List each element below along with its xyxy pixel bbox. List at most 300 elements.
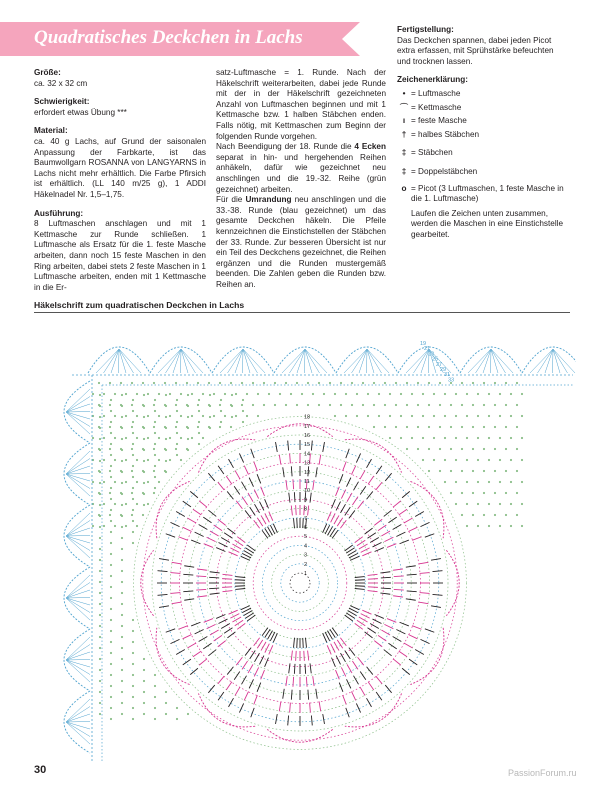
chain-stitch-mark xyxy=(169,393,171,395)
stitch-mark xyxy=(368,591,378,592)
chain-stitch-mark xyxy=(125,393,127,395)
chain-stitch-mark xyxy=(114,393,116,395)
chain-stitch-mark xyxy=(110,674,112,676)
chain-stitch-mark xyxy=(180,459,182,461)
stitch-mark xyxy=(257,474,261,483)
stitch-mark xyxy=(368,628,376,634)
chain-stitch-mark xyxy=(198,410,200,412)
chain-stitch-mark xyxy=(373,404,375,406)
chain-stitch-mark xyxy=(356,415,358,417)
chain-stitch-mark xyxy=(120,448,122,450)
corner-row-label: 31 xyxy=(444,372,451,379)
border-rounds-area xyxy=(64,347,576,761)
picot-icon: o xyxy=(401,183,407,193)
chain-stitch-mark xyxy=(98,382,100,384)
page-number: 30 xyxy=(34,764,47,776)
chain-stitch-mark xyxy=(252,404,254,406)
stitch-mark xyxy=(66,660,90,675)
chain-stitch-mark xyxy=(202,393,204,395)
chain-stitch-mark xyxy=(164,382,166,384)
single-crochet-icon: ı xyxy=(402,116,406,126)
stitch-mark xyxy=(219,619,228,623)
stitch-mark xyxy=(360,671,366,679)
chain-stitch-mark xyxy=(483,404,485,406)
chain-stitch-mark xyxy=(433,415,435,417)
chain-stitch-mark xyxy=(121,537,123,539)
stitch-mark xyxy=(332,658,336,667)
chain-stitch-mark xyxy=(499,503,501,505)
chain-stitch-mark xyxy=(131,404,133,406)
crochet-diagram xyxy=(28,315,576,761)
stitch-mark xyxy=(305,638,306,648)
chain-stitch-mark xyxy=(406,426,408,428)
chain-stitch-mark xyxy=(220,421,222,423)
stitch-mark xyxy=(119,349,120,373)
chain-stitch-mark xyxy=(279,393,281,395)
chain-stitch-mark xyxy=(132,685,134,687)
chain-stitch-mark xyxy=(165,405,167,407)
chain-stitch-mark xyxy=(132,432,134,434)
chain-stitch-mark xyxy=(439,404,441,406)
stitch-mark xyxy=(399,651,407,657)
stitch-mark xyxy=(218,519,226,525)
round-number-label: 1 xyxy=(304,571,308,577)
corner-row-label: 19 xyxy=(420,341,427,347)
round-number-label: 11 xyxy=(304,479,310,485)
stitch-mark xyxy=(491,349,506,373)
stitch-mark xyxy=(407,574,417,575)
chain-stitch-mark xyxy=(461,470,463,472)
chain-stitch-mark xyxy=(110,663,112,665)
stitch-mark xyxy=(283,467,284,477)
chain-stitch-mark xyxy=(103,503,105,505)
legend-item: o = Picot (3 Luftmaschen, 1 feste Masche in die 1. Luftmasche) xyxy=(397,184,567,205)
stitch-mark xyxy=(197,569,207,570)
chain-stitch-mark xyxy=(143,438,145,440)
stitch-mark xyxy=(468,349,491,373)
stitch-mark xyxy=(553,349,554,373)
stitch-mark xyxy=(235,687,240,696)
chain-stitch-mark xyxy=(143,658,145,660)
stitch-mark xyxy=(290,703,291,713)
chain-stitch-mark xyxy=(121,614,123,616)
stitch-mark xyxy=(261,515,266,524)
stitch-mark xyxy=(352,466,356,475)
chain-stitch-mark xyxy=(99,416,101,418)
stitch-mark xyxy=(242,661,248,669)
stitch-mark xyxy=(376,692,382,700)
chain-stitch-mark xyxy=(136,459,138,461)
chain-stitch-mark xyxy=(132,476,134,478)
chain-stitch-mark xyxy=(176,421,178,423)
stitch-mark xyxy=(210,572,220,573)
chain-stitch-mark xyxy=(433,393,435,395)
stitch-mark xyxy=(176,650,185,655)
round-number-label: 9 xyxy=(304,497,308,504)
chain-stitch-mark xyxy=(510,503,512,505)
chain-stitch-mark xyxy=(472,470,474,472)
instructions-paragraph-2: Nach Beendigung der 18. Runde die 4 Ecken separat in hin- und hergehenden Reihen anhäkeln, dafür wie gezeichnet neu anschlingen und die 19.-32. Reihe (grün gezeichnet) arbeiten. xyxy=(216,142,386,194)
chain-stitch-mark xyxy=(483,448,485,450)
chain-stitch-mark xyxy=(461,448,463,450)
chain-stitch-mark xyxy=(318,404,320,406)
chain-stitch-mark xyxy=(132,399,134,401)
stitch-mark xyxy=(187,518,196,523)
stitch-mark xyxy=(334,515,339,524)
stitch-mark xyxy=(305,664,306,674)
treble-crochet-icon: ‡ xyxy=(401,166,407,176)
chain-stitch-mark xyxy=(147,481,149,483)
fan-arch xyxy=(345,439,402,472)
stitch-mark xyxy=(331,513,336,522)
chain-stitch-mark xyxy=(136,503,138,505)
round-number-label: 5 xyxy=(304,534,308,541)
stitch-mark xyxy=(227,528,235,534)
legend-title: Zeichenerklärung: xyxy=(397,75,468,85)
chain-stitch-mark xyxy=(92,481,94,483)
chain-stitch-mark xyxy=(153,382,155,384)
chain-stitch-mark xyxy=(307,382,309,384)
chain-stitch-mark xyxy=(246,393,248,395)
stitch-mark xyxy=(388,643,396,649)
chain-stitch-mark xyxy=(466,459,468,461)
stitch-mark xyxy=(228,349,244,373)
chain-stitch-mark xyxy=(521,503,523,505)
chain-stitch-mark xyxy=(455,459,457,461)
stitch-mark xyxy=(208,510,216,516)
chain-stitch-mark xyxy=(142,448,144,450)
stitch-mark xyxy=(66,513,90,536)
stitch-mark xyxy=(289,663,290,673)
stitch-mark xyxy=(293,677,294,687)
stitch-mark xyxy=(66,722,90,737)
stitch-mark xyxy=(184,599,194,600)
chain-stitch-mark xyxy=(318,382,320,384)
chain-stitch-mark xyxy=(109,514,111,516)
chain-stitch-mark xyxy=(153,448,155,450)
stitch-mark xyxy=(209,588,219,589)
center-rounds-area xyxy=(134,414,467,750)
stitch-mark xyxy=(368,579,378,580)
chain-stitch-mark xyxy=(175,382,177,384)
chain-stitch-mark xyxy=(499,415,501,417)
stitch-mark xyxy=(230,614,239,619)
chain-stitch-mark xyxy=(252,382,254,384)
chain-stitch-mark xyxy=(110,498,112,500)
chain-stitch-mark xyxy=(153,426,155,428)
chain-stitch-mark xyxy=(516,404,518,406)
half-double-crochet-icon: † xyxy=(401,129,407,139)
stitch-mark xyxy=(360,486,366,494)
chain-stitch-mark xyxy=(153,404,155,406)
chain-stitch-mark xyxy=(406,404,408,406)
chain-stitch-mark xyxy=(103,525,105,527)
chain-stitch-mark xyxy=(209,427,211,429)
chain-stitch-mark xyxy=(176,410,178,412)
stitch-mark xyxy=(380,572,390,573)
chain-stitch-mark xyxy=(99,394,101,396)
stitch-mark xyxy=(265,644,270,653)
stitch-mark xyxy=(360,470,365,479)
chain-stitch-mark xyxy=(477,393,479,395)
chain-stitch-mark xyxy=(505,404,507,406)
chain-stitch-mark xyxy=(121,482,123,484)
chain-stitch-mark xyxy=(285,404,287,406)
stitch-mark xyxy=(311,716,312,726)
stitch-mark xyxy=(339,474,343,483)
chain-stitch-mark xyxy=(154,443,156,445)
stitch-mark xyxy=(311,441,312,451)
stitch-mark xyxy=(222,579,232,580)
stitch-mark xyxy=(196,589,206,590)
stitch-mark xyxy=(261,670,265,679)
stitch-mark xyxy=(276,442,278,452)
stitch-mark xyxy=(345,651,351,659)
chain-stitch-mark xyxy=(198,432,200,434)
chain-stitch-mark xyxy=(422,437,424,439)
chain-stitch-mark xyxy=(428,470,430,472)
chain-stitch-mark xyxy=(121,460,123,462)
stitch-mark xyxy=(365,528,373,534)
chain-stitch-mark xyxy=(121,603,123,605)
stitch-mark xyxy=(347,493,352,502)
corner-row-label: 27 xyxy=(436,361,443,368)
chain-stitch-mark xyxy=(142,514,144,516)
chain-stitch-mark xyxy=(389,393,391,395)
chain-stitch-mark xyxy=(483,514,485,516)
stitch-mark xyxy=(289,493,290,503)
round-number-label: 14 xyxy=(304,451,311,458)
stitch-mark xyxy=(178,537,187,541)
chain-stitch-mark xyxy=(99,581,101,583)
round-number-labels xyxy=(304,341,454,577)
stitch-mark xyxy=(210,531,219,536)
stitch-mark xyxy=(313,676,314,686)
chain-stitch-mark xyxy=(121,570,123,572)
corner-row-label: 21 xyxy=(424,346,431,353)
stitch-mark xyxy=(367,349,368,373)
chain-stitch-mark xyxy=(197,404,199,406)
chain-stitch-mark xyxy=(466,393,468,395)
stitch-mark xyxy=(199,501,207,507)
stitch-mark xyxy=(111,349,119,373)
stitch-mark xyxy=(250,507,256,515)
chain-stitch-mark xyxy=(312,393,314,395)
stitch-mark xyxy=(538,349,554,373)
chain-stitch-mark xyxy=(131,382,133,384)
stitch-mark xyxy=(378,635,386,641)
chain-stitch-mark xyxy=(147,459,149,461)
chain-stitch-mark xyxy=(422,393,424,395)
stitch-mark xyxy=(203,643,211,649)
chain-stitch-mark xyxy=(461,492,463,494)
stitch-mark xyxy=(221,624,230,629)
chain-stitch-mark xyxy=(175,404,177,406)
chain-stitch-mark xyxy=(121,581,123,583)
round-number-label: 13 xyxy=(304,460,311,467)
stitch-mark xyxy=(229,459,234,468)
stitch-mark xyxy=(355,588,365,589)
difficulty-label: Schwierigkeit: xyxy=(34,97,90,107)
chain-stitch-mark xyxy=(103,393,105,395)
chain-stitch-mark xyxy=(143,482,145,484)
stitch-mark xyxy=(235,349,243,373)
stitch-mark xyxy=(286,676,287,686)
stitch-mark xyxy=(119,349,134,373)
chain-stitch-mark xyxy=(373,426,375,428)
chain-stitch-mark xyxy=(136,415,138,417)
stitch-mark xyxy=(347,664,352,673)
chain-stitch-mark xyxy=(516,492,518,494)
stitch-mark xyxy=(245,648,251,656)
chain-stitch-mark xyxy=(242,421,244,423)
chain-stitch-mark xyxy=(444,459,446,461)
chain-stitch-mark xyxy=(121,658,123,660)
stitch-mark xyxy=(181,349,196,373)
stitch-mark xyxy=(412,626,421,630)
stitch-mark xyxy=(66,590,90,598)
chain-stitch-mark xyxy=(98,404,100,406)
round-number-label: 4 xyxy=(304,543,308,550)
stitch-mark xyxy=(360,687,365,696)
chain-stitch-mark xyxy=(455,481,457,483)
chain-stitch-mark xyxy=(142,470,144,472)
chain-stitch-mark xyxy=(198,421,200,423)
chain-stitch-mark xyxy=(154,410,156,412)
chain-stitch-mark xyxy=(450,470,452,472)
stitch-mark xyxy=(294,492,295,502)
chain-stitch-mark xyxy=(154,454,156,456)
chain-stitch-mark xyxy=(180,393,182,395)
chain-stitch-mark xyxy=(521,459,523,461)
stitch-mark xyxy=(418,602,428,604)
chain-stitch-mark xyxy=(98,514,100,516)
chain-stitch-mark xyxy=(422,459,424,461)
double-crochet-icon: ‡ xyxy=(401,148,407,158)
stitch-mark xyxy=(337,640,342,648)
chain-stitch-mark xyxy=(296,382,298,384)
chain-stitch-mark xyxy=(187,449,189,451)
chain-stitch-mark xyxy=(92,393,94,395)
chain-stitch-mark xyxy=(154,465,156,467)
stitch-mark xyxy=(248,664,253,673)
stitch-mark xyxy=(367,698,372,707)
stitch-mark xyxy=(66,722,90,723)
corner-row-label: 29 xyxy=(440,367,447,373)
chain-stitch-mark xyxy=(103,459,105,461)
chain-stitch-mark xyxy=(154,674,156,676)
stitch-mark xyxy=(409,501,417,507)
stitch-mark xyxy=(384,537,393,541)
stitch-mark xyxy=(409,659,417,665)
stitch-mark xyxy=(66,466,90,474)
chain-stitch-mark xyxy=(176,707,178,709)
stitch-mark xyxy=(255,653,260,662)
chain-stitch-mark xyxy=(521,437,523,439)
legend-list xyxy=(397,89,567,241)
chain-stitch-mark xyxy=(109,426,111,428)
stitch-mark xyxy=(265,499,269,508)
stitch-mark xyxy=(178,626,187,630)
legend-note: Laufen die Zeichen unten zusammen, werden die Maschen in eine Einstichstelle gearbeitet. xyxy=(411,208,564,239)
stitch-mark xyxy=(415,512,424,517)
stitch-mark xyxy=(243,349,244,373)
stitch-mark xyxy=(196,576,206,577)
stitch-mark xyxy=(66,714,90,722)
finishing-text: Das Deckchen spannen, dabei jeden Picot extra erfassen, mit Sprühstärke befeuchten und trocknen lassen. xyxy=(397,35,554,66)
chain-stitch-mark xyxy=(400,393,402,395)
stitch-mark xyxy=(355,577,365,578)
stitch-mark xyxy=(222,591,232,592)
round-number-label: 18 xyxy=(304,414,311,421)
stitch-mark xyxy=(431,606,441,608)
stitch-mark xyxy=(331,644,336,653)
stitch-mark xyxy=(224,533,232,539)
stitch-mark xyxy=(407,591,417,592)
chain-stitch-mark xyxy=(98,470,100,472)
stitch-mark xyxy=(183,635,192,639)
round-ring xyxy=(235,515,365,648)
chain-stitch-mark xyxy=(121,680,123,682)
stitch-mark xyxy=(316,467,317,477)
stitch-mark xyxy=(166,534,175,537)
stitch-mark xyxy=(210,630,219,635)
stitch-mark xyxy=(230,548,239,553)
chain-stitch-mark xyxy=(345,415,347,417)
stitch-mark xyxy=(214,635,222,641)
chain-stitch-mark xyxy=(230,426,232,428)
chain-stitch-mark xyxy=(121,702,123,704)
chain-stitch-mark xyxy=(521,525,523,527)
stitch-mark xyxy=(425,534,434,537)
chain-stitch-mark xyxy=(132,509,134,511)
instructions-paragraph-1: satz-Luftmasche = 1. Runde. Nach der Häkelschrift weiterarbeiten, dabei jede Runde mit der in der Häkelschrift gezeichneten Anzahl von Luftmaschen beginnen und mit 1 Kettmasche bzw. 1 halben Stäbchen enden. Falls nötig, mit Kettmaschen zum Beginn der folgenden Runde vorgehen. xyxy=(216,68,386,141)
stitch-mark xyxy=(362,552,371,556)
stitch-mark xyxy=(235,588,245,589)
stitch-mark xyxy=(214,525,222,531)
chain-stitch-mark xyxy=(120,426,122,428)
chain-stitch-mark xyxy=(98,426,100,428)
chain-stitch-mark xyxy=(114,459,116,461)
chain-stitch-mark xyxy=(187,394,189,396)
chain-stitch-mark xyxy=(220,399,222,401)
stitch-mark xyxy=(362,610,371,614)
legend-item: ı = feste Masche xyxy=(397,116,567,127)
chain-stitch-mark xyxy=(158,459,160,461)
stitch-mark xyxy=(319,455,321,465)
round-number-label: 10 xyxy=(304,488,311,495)
chain-stitch-mark xyxy=(411,393,413,395)
chain-stitch-mark xyxy=(209,394,211,396)
chain-stitch-mark xyxy=(516,426,518,428)
chain-stitch-mark xyxy=(165,713,167,715)
stitch-mark xyxy=(66,528,90,536)
stitch-mark xyxy=(282,349,305,373)
chain-stitch-mark xyxy=(417,448,419,450)
round-ring xyxy=(244,527,356,639)
round-number-label: 15 xyxy=(304,442,311,449)
chain-stitch-mark xyxy=(494,492,496,494)
stitch-mark xyxy=(218,466,224,474)
chain-stitch-mark xyxy=(99,713,101,715)
stitch-mark xyxy=(291,466,292,476)
corner-row-label: 25 xyxy=(432,356,439,363)
chain-stitch-mark xyxy=(329,404,331,406)
chain-stitch-mark xyxy=(132,674,134,676)
chain-stitch-mark xyxy=(373,382,375,384)
chain-stitch-mark xyxy=(219,404,221,406)
chain-stitch-mark xyxy=(180,437,182,439)
